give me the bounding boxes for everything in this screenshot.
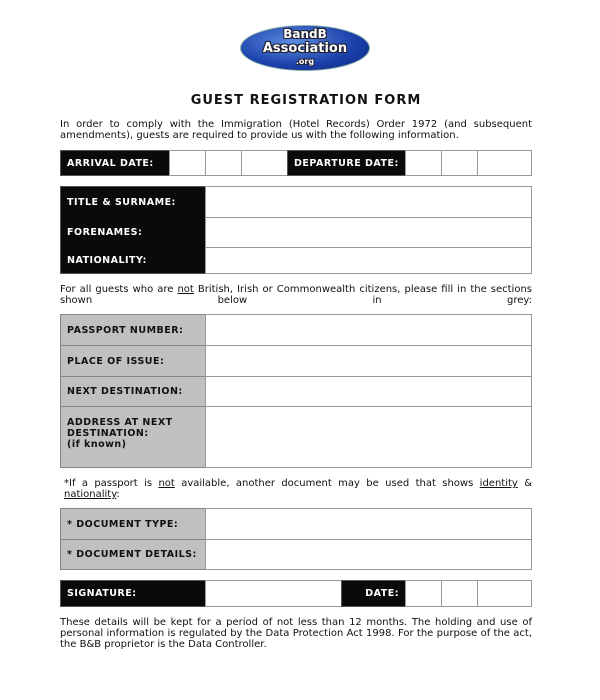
title-surname-label: TITLE & SURNAME:: [60, 186, 206, 218]
arrival-day-field[interactable]: [169, 150, 206, 176]
arrival-year-field[interactable]: [241, 150, 288, 176]
logo-line: Association: [262, 41, 348, 56]
place-of-issue-field[interactable]: [205, 345, 532, 377]
passport-number-label: PASSPORT NUMBER:: [60, 314, 206, 346]
forenames-label: FORENAMES:: [60, 217, 206, 248]
date-year-field[interactable]: [477, 580, 532, 607]
address-next-destination-field[interactable]: [205, 406, 532, 468]
title-surname-field[interactable]: [205, 186, 532, 218]
arrival-date-label: ARRIVAL DATE:: [60, 150, 170, 176]
arrival-month-field[interactable]: [205, 150, 242, 176]
signature-label: SIGNATURE:: [60, 580, 206, 607]
date-day-field[interactable]: [405, 580, 442, 607]
signature-field[interactable]: [205, 580, 342, 607]
departure-year-field[interactable]: [477, 150, 532, 176]
page-title: GUEST REGISTRATION FORM: [190, 93, 422, 108]
logo-line: .org: [295, 57, 315, 66]
address-label-line: DESTINATION:: [67, 428, 149, 439]
address-next-destination-label: [60, 406, 206, 468]
next-destination-field[interactable]: [205, 376, 532, 407]
nationality-label: NATIONALITY:: [60, 247, 206, 274]
logo-line: BandB: [283, 27, 327, 41]
place-of-issue-label: PLACE OF ISSUE:: [60, 345, 206, 377]
address-label-line: (if known): [67, 439, 127, 450]
departure-month-field[interactable]: [441, 150, 478, 176]
address-label-line: ADDRESS AT NEXT: [67, 417, 173, 428]
data-protection-footer: These details will be kept for a period of not less than 12 months. The holding and use of personal information is regulated by the Data Protection Act 1998. For the purpose of the act, the B&B proprietor is the Data Controller.: [60, 617, 532, 650]
passport-number-field[interactable]: [205, 314, 532, 346]
departure-day-field[interactable]: [405, 150, 442, 176]
document-details-label: * DOCUMENT DETAILS:: [60, 539, 206, 570]
bandb-association-logo: [240, 25, 370, 71]
date-label: DATE:: [341, 580, 406, 607]
passport-note: *If a passport is not available, another document may be used that shows identity & nationality:: [64, 478, 532, 500]
document-details-field[interactable]: [205, 539, 532, 570]
intro-text: In order to comply with the Immigration (Hotel Records) Order 1972 (and subsequent amendments), guests are required to provide us with the following information.: [60, 119, 532, 141]
nationality-field[interactable]: [205, 247, 532, 274]
non-british-note: For all guests who are not British, Irish or Commonwealth citizens, please fill in the sections shown below in grey:: [60, 284, 532, 306]
document-type-label: * DOCUMENT TYPE:: [60, 508, 206, 540]
document-type-field[interactable]: [205, 508, 532, 540]
date-month-field[interactable]: [441, 580, 478, 607]
forenames-field[interactable]: [205, 217, 532, 248]
next-destination-label: NEXT DESTINATION:: [60, 376, 206, 407]
departure-date-label: DEPARTURE DATE:: [287, 150, 406, 176]
